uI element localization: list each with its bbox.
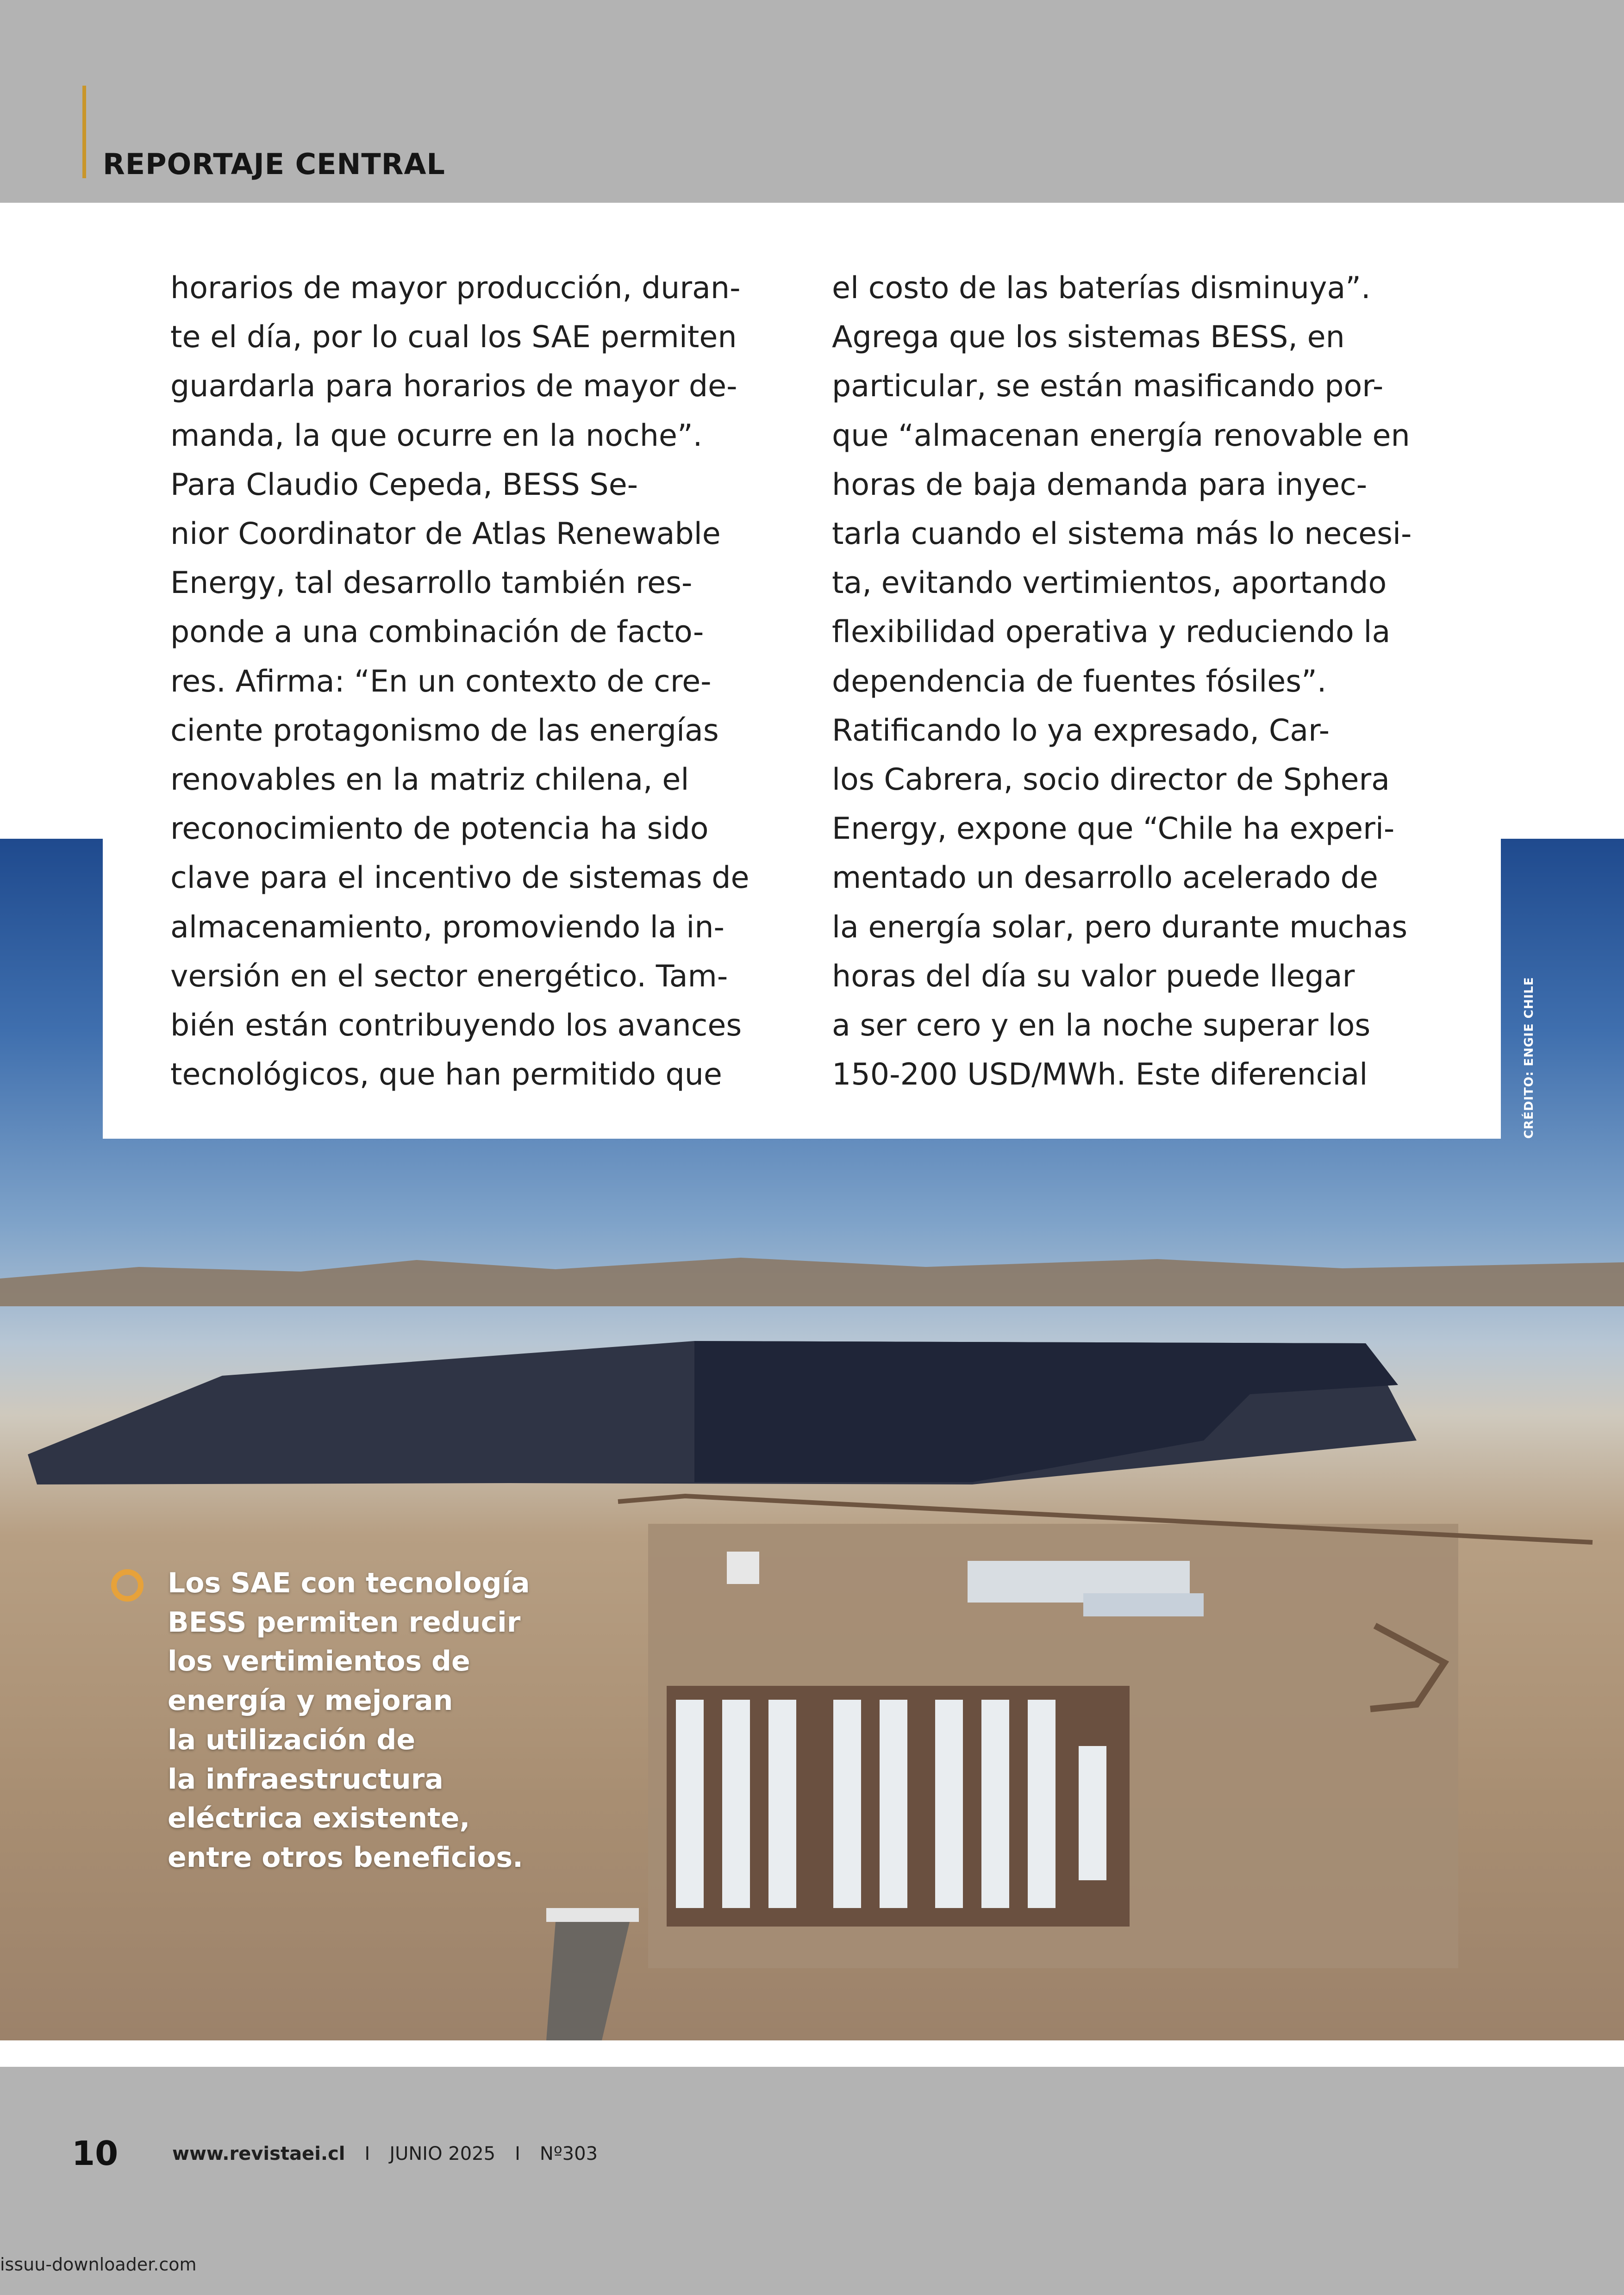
issue-date: JUNIO 2025 [389, 2143, 496, 2164]
article-column-right [832, 264, 1448, 1099]
page-number: 10 [72, 2134, 119, 2173]
section-title: REPORTAJE CENTRAL [103, 147, 445, 181]
watermark-text: issuu-downloader.com [0, 2254, 197, 2275]
page-header [0, 0, 1624, 203]
photo-credit: CRÉDITO: ENGIE CHILE [1522, 977, 1536, 1139]
page-footer [0, 2067, 1624, 2295]
footer-meta [172, 2143, 598, 2164]
website-link[interactable]: www.revistaei.cl [172, 2143, 345, 2164]
circle-bullet-icon [111, 1569, 144, 1602]
header-accent-rule [82, 86, 86, 178]
article-text-box [103, 203, 1501, 1139]
article-paragraph: Ratificando lo ya expresado, Car- los Cabrera, socio director de Sphera Energy, expone que “Chile ha experi- mentado un desarrollo acelerado de la energía solar, pero durante muchas horas del día su valor puede llegar a ser cero y en la noche superar los 150-200 USD/MWh. Este diferencial [832, 713, 1408, 1092]
footer-separator: I [515, 2143, 520, 2164]
issue-number: Nº303 [539, 2143, 598, 2164]
footer-separator: I [364, 2143, 370, 2164]
photo-caption: Los SAE con tecnología BESS permiten reducir los vertimientos de energía y mejoran la utilización de la infraestructura eléctrica existente, entre otros beneficios. [168, 1567, 530, 1874]
article-paragraph: Agrega que los sistemas BESS, en particular, se están masificando por- que “almacenan energía renovable en horas de baja demanda para inyec- tarla cuando el sistema más lo necesi- ta, evitando vertimientos, aportando flexibilidad operativa y reduciendo la dependencia de fuentes fósiles”. [832, 320, 1412, 699]
article-column-left [170, 264, 786, 1099]
article-paragraph: el costo de las baterías disminuya”. [832, 271, 1371, 306]
article-paragraph: horarios de mayor producción, duran- te el día, por lo cual los SAE permiten guardarla para horarios de mayor de- manda, la que ocurre en la noche”. [170, 271, 741, 453]
article-paragraph: Para Claudio Cepeda, BESS Se- nior Coordinator de Atlas Renewable Energy, tal desarrollo también res- ponde a una combinación de facto- res. Afirma: “En un contexto de cre- ciente protagonismo de las energías renovables en la matriz chilena, el reconocimiento de potencia ha sido clave para el incentivo de sistemas de almacenamiento, promoviendo la in- versión en el sector energético. Tam- bién están contribuyendo los avances tecnológicos, que han permitido que [170, 467, 750, 1092]
